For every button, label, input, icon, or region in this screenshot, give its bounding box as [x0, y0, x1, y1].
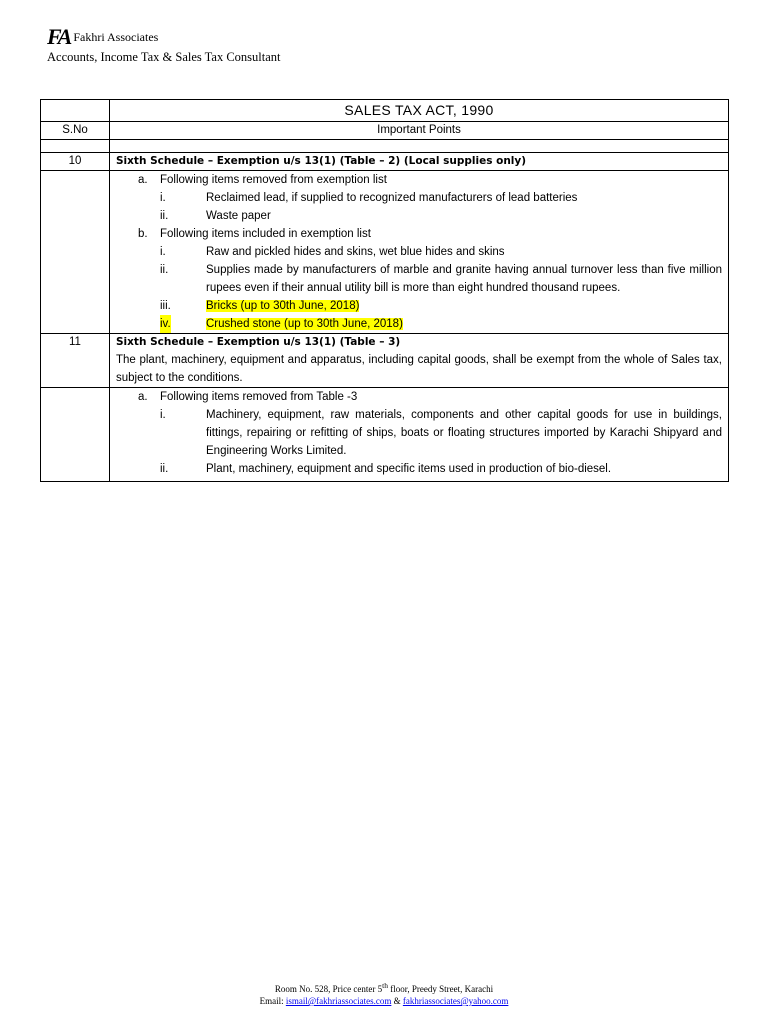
section-11-items-row: [41, 388, 729, 482]
list-item: [110, 225, 728, 243]
list-item-text: Following items removed from Table -3: [160, 391, 358, 403]
sno-cell: [41, 334, 110, 388]
list-item: [110, 171, 728, 189]
sub-list-item: [110, 261, 728, 297]
section-10-items-row: [41, 171, 729, 334]
title-row: [41, 100, 729, 122]
email-separator: &: [391, 996, 403, 1006]
footer-email-line: [0, 995, 768, 1007]
sub-list-marker: ii.: [160, 463, 169, 475]
sub-list-marker: iv.: [160, 315, 171, 333]
sno-empty-cell: [41, 171, 110, 334]
table-title: SALES TAX ACT, 1990: [110, 100, 729, 122]
highlighted-text: Crushed stone (up to 30th June, 2018): [206, 318, 403, 330]
address-superscript: th: [382, 981, 388, 990]
col-header-sno: S.No: [41, 122, 110, 140]
list-marker: a.: [138, 391, 148, 403]
sub-list-item-text: Plant, machinery, equipment and specific items used in production of bio-diesel.: [206, 463, 612, 475]
sub-list-marker: i.: [160, 246, 166, 258]
sub-list-item-text: Supplies made by manufacturers of marble and granite having annual turnover less than five million rupees even if their annual utility bill is more than eight hundred thousand rupees.: [206, 264, 722, 294]
sub-list-item: [110, 243, 728, 261]
sub-list-item-text: Reclaimed lead, if supplied to recognized manufacturers of lead batteries: [206, 192, 578, 204]
sales-tax-table: [40, 99, 729, 482]
firm-name: Fakhri Associates: [73, 29, 159, 44]
section-paragraph: The plant, machinery, equipment and apparatus, including capital goods, shall be exempt from the whole of Sales tax, subject to the conditions.: [116, 354, 722, 384]
sub-list-item-highlighted: [110, 297, 728, 315]
brand-line: [47, 24, 281, 49]
col-header-points: Important Points: [110, 122, 729, 140]
fa-logo: FA: [47, 24, 71, 49]
section-row-11: [41, 334, 729, 388]
sub-list-item-text: Waste paper: [206, 210, 271, 222]
section-content: [110, 153, 729, 171]
sub-list-item-text: Machinery, equipment, raw materials, components and other capital goods for use in buildings, fittings, repairing or refitting of ships, boats or floating structures imported by Karachi Shipyard and Engineering Works Limited.: [206, 409, 722, 457]
sno-value: 10: [68, 155, 82, 167]
sno-value: 11: [69, 336, 81, 348]
sub-list-item: [110, 189, 728, 207]
sno-empty-cell: [41, 388, 110, 482]
page-footer: [0, 980, 768, 1007]
spacer-cell: [41, 140, 110, 153]
footer-address: [0, 980, 768, 995]
section-items: [110, 388, 729, 482]
sub-list-item: [110, 460, 728, 478]
letterhead: [47, 24, 281, 65]
list-item: [110, 388, 728, 406]
sub-list-marker: i.: [160, 409, 166, 421]
sub-list-marker: iii.: [160, 300, 171, 312]
list-item-text: Following items included in exemption list: [160, 228, 371, 240]
section-title: Sixth Schedule – Exemption u/s 13(1) (Table – 3): [116, 336, 401, 348]
sub-list-marker: ii.: [160, 264, 169, 276]
list-item-text: Following items removed from exemption list: [160, 174, 387, 186]
sno-cell: [41, 153, 110, 171]
section-items: [110, 171, 729, 334]
section-row-10: [41, 153, 729, 171]
highlighted-text: Bricks (up to 30th June, 2018): [206, 300, 360, 312]
sub-list-item: [110, 406, 728, 460]
sub-list-item-highlighted: [110, 315, 728, 333]
sub-list-marker: ii.: [160, 210, 169, 222]
section-title: Sixth Schedule – Exemption u/s 13(1) (Table – 2) (Local supplies only): [116, 155, 527, 167]
list-marker: a.: [138, 174, 148, 186]
address-text-end: floor, Preedy Street, Karachi: [387, 984, 494, 994]
list-marker: b.: [138, 228, 148, 240]
email-label: Email:: [259, 996, 286, 1006]
sub-list-item-text: Raw and pickled hides and skins, wet blue hides and skins: [206, 246, 505, 258]
email-link-2[interactable]: fakhriassociates@yahoo.com: [402, 996, 509, 1006]
spacer-row: [41, 140, 729, 153]
title-blank-cell: [41, 100, 110, 122]
column-header-row: [41, 122, 729, 140]
section-content: [110, 334, 729, 388]
sub-list-item: [110, 207, 728, 225]
email-link-1[interactable]: ismail@fakhriassociates.com: [285, 996, 392, 1006]
sub-list-marker: i.: [160, 192, 166, 204]
firm-tagline: Accounts, Income Tax & Sales Tax Consultant: [47, 50, 281, 64]
address-text: Room No. 528, Price center 5: [274, 984, 383, 994]
spacer-cell: [110, 140, 729, 153]
